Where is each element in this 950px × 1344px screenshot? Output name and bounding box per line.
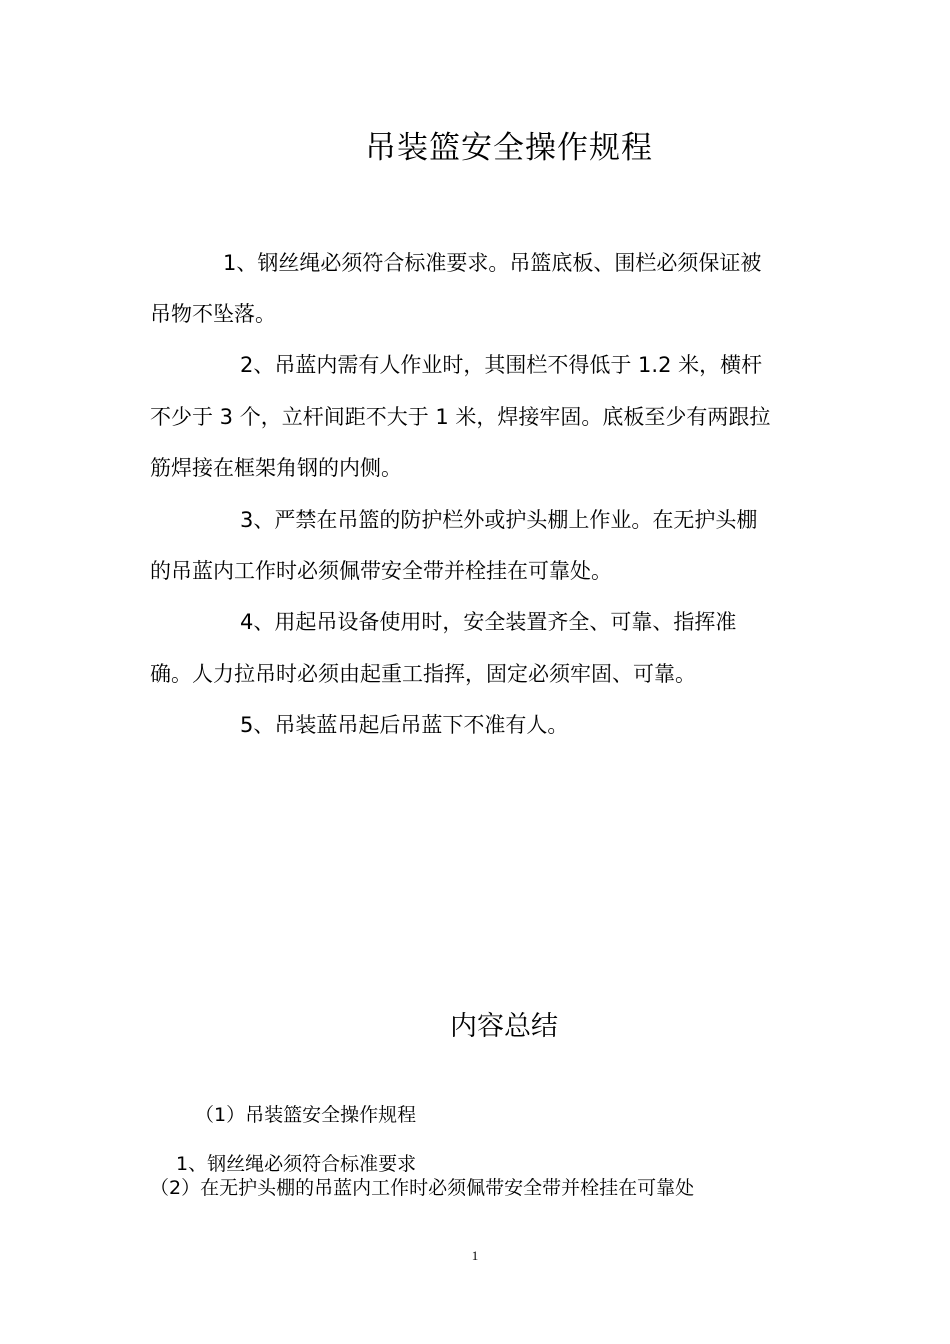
paragraph-2-line-2: 不少于 3 个，立杆间距不大于 1 米，焊接牢固。底板至少有两跟拉 bbox=[150, 405, 771, 429]
summary-title: 内容总结 bbox=[450, 1011, 558, 1042]
paragraph-5-line-1: 5、吊装蓝吊起后吊蓝下不准有人。 bbox=[240, 713, 569, 737]
paragraph-3-line-1: 3、严禁在吊篮的防护栏外或护头棚上作业。在无护头棚 bbox=[240, 508, 758, 532]
paragraph-3-line-2: 的吊蓝内工作时必须佩带安全带并栓挂在可靠处。 bbox=[150, 559, 612, 583]
summary-item-2: 1、钢丝绳必须符合标准要求 bbox=[176, 1153, 417, 1175]
summary-item-1: （1）吊装篮安全操作规程 bbox=[195, 1104, 417, 1126]
paragraph-2-line-1: 2、吊蓝内需有人作业时，其围栏不得低于 1.2 米，横杆 bbox=[240, 353, 763, 377]
paragraph-4-line-1: 4、用起吊设备使用时，安全装置齐全、可靠、指挥准 bbox=[240, 610, 737, 634]
paragraph-2-line-3: 筋焊接在框架角钢的内侧。 bbox=[150, 456, 402, 480]
paragraph-1-line-1: 1、钢丝绳必须符合标准要求。吊篮底板、围栏必须保证被 bbox=[223, 251, 762, 275]
paragraph-1-line-2: 吊物不坠落。 bbox=[150, 302, 276, 326]
page-number: 1 bbox=[471, 1248, 479, 1263]
summary-item-3: （2）在无护头棚的吊蓝内工作时必须佩带安全带并栓挂在可靠处 bbox=[150, 1177, 695, 1199]
paragraph-4-line-2: 确。人力拉吊时必须由起重工指挥，固定必须牢固、可靠。 bbox=[150, 662, 696, 686]
document-title: 吊装篮安全操作规程 bbox=[365, 130, 653, 166]
